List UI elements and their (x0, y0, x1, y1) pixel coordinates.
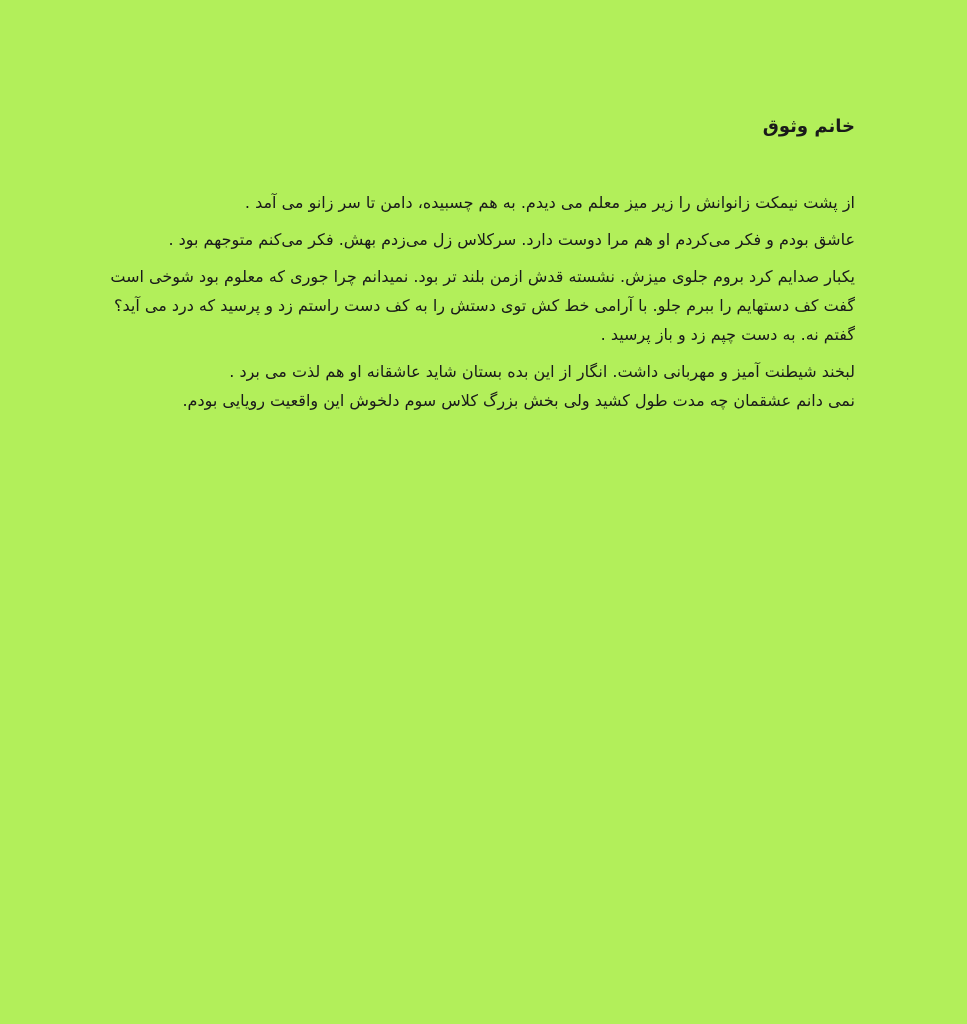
document-title: خانم وثوق (762, 116, 855, 137)
paragraph-4: لبخند شیطنت آمیز و مهربانی داشت. انگار از این بده بستان شاید عاشقانه او هم لذت می برد . نمی دانم عشقمان چه مدت طول کشید ولی بخش بزرگ کلاس سوم دلخوش این واقعیت رویایی بودم. (182, 362, 855, 410)
document-body (110, 110, 855, 423)
paragraph-2: عاشق بودم و فکر می‌کردم او هم مرا دوست دارد. سرکلاس زل می‌زدم بهش. فکر می‌کنم متوجهم بود . (168, 230, 855, 249)
paragraph-1: از پشت نیمکت زانوانش را زیر میز معلم می دیدم. به هم چسبیده، دامن تا سر زانو می آمد . (244, 193, 855, 212)
paragraph-3: یکبار صدایم کرد بروم جلوی میزش. نشسته قدش ازمن بلند تر بود. نمیدانم چرا جوری که معلوم بود شوخی است گفت کف دستهایم را ببرم جلو. با آرامی خط کش توی دستش را به کف دست راستم زد و پرسید که درد می آید؟ گفتم نه. به دست چپم زد و باز پرسید . (110, 267, 855, 344)
